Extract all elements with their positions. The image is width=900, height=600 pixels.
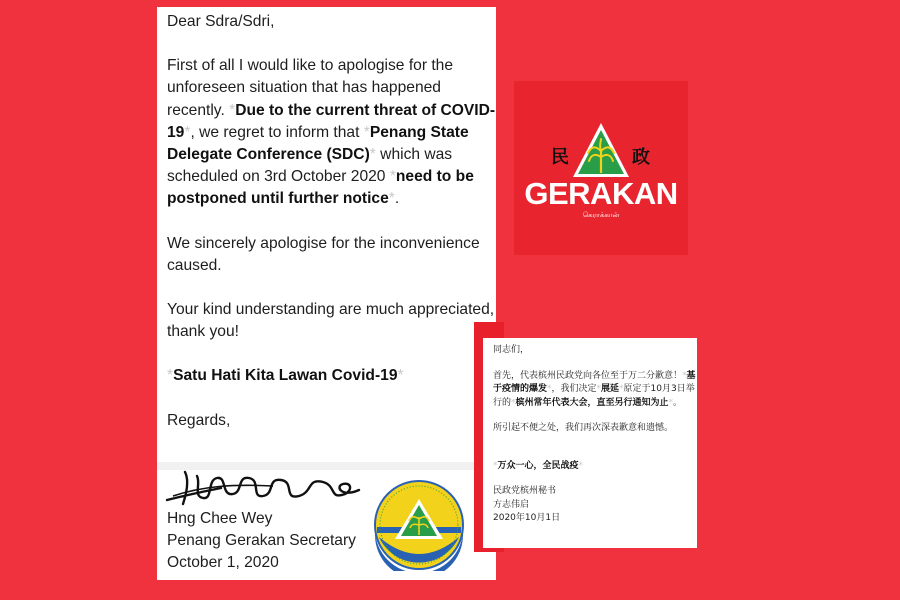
letter-paragraph-1: First of all I would like to apologise for the unforeseen situation that has happened recently. *Due to the current threat of COVID-19*, we regret to inform that *Penang State Delegate Conference (SDC)* which was scheduled on 3rd October 2020 *need to be postponed until further notice*. xyxy=(167,57,496,208)
logo-wordmark: GERAKAN xyxy=(524,176,678,211)
gerakan-logo xyxy=(514,81,688,255)
cn-sign-name: 方志伟启 xyxy=(493,499,530,510)
logo-right-char: 政 xyxy=(632,147,650,168)
letter-slogan: *Satu Hati Kita Lawan Covid-19* xyxy=(167,367,404,385)
p1-text-a: First of all I would like to apologise for the unforeseen situation that has happened recently. xyxy=(167,57,454,119)
signer-block xyxy=(167,508,356,575)
logo-tamil-text: கெராக்கான் xyxy=(582,212,620,219)
letter-paragraph-3: Your kind understanding are much appreciated, thank you! xyxy=(167,301,495,341)
chinese-notice xyxy=(483,338,697,548)
party-seal-icon xyxy=(373,479,465,571)
handwritten-signature xyxy=(163,466,363,511)
cn-sign-org: 民政党槟州秘书 xyxy=(493,486,557,496)
cn-date: 2020年10月1日 xyxy=(493,513,561,523)
signature-block xyxy=(157,462,496,580)
letter-greeting: Dear Sdra/Sdri, xyxy=(167,13,275,30)
signer-name: Hng Chee Wey xyxy=(167,510,273,527)
letter-date: October 1, 2020 xyxy=(167,554,279,572)
letter-paragraph-2: We sincerely apologise for the inconvenience caused. xyxy=(167,234,480,274)
letter-regards: Regards, xyxy=(167,411,231,429)
english-letter xyxy=(157,7,496,580)
p1-bold-postponed: need to be postponed until further notice xyxy=(167,168,474,208)
triangle-palm-icon xyxy=(571,121,631,179)
cn-paragraph-2: 所引起不便之处，我们再次深表歉意和遗憾。 xyxy=(493,423,674,433)
cn-paragraph-1: 首先，代表槟州民政党向各位至于万二分歉意！*基于疫情的爆发*，我们决定*展延*原定于10月3日举行的*槟州常年代表大会，直至另行通知为止*。 xyxy=(493,370,696,408)
cn-greeting: 同志们， xyxy=(493,345,530,355)
cn-slogan: *万众一心，全民战疫* xyxy=(493,460,584,471)
p1-bold-threat: Due to the current threat of COVID-19 xyxy=(167,101,496,141)
logo-left-char: 民 xyxy=(551,147,569,168)
p1-bold-conference: Penang State Delegate Conference (SDC) xyxy=(167,123,469,164)
signer-title: Penang Gerakan Secretary xyxy=(167,532,356,550)
